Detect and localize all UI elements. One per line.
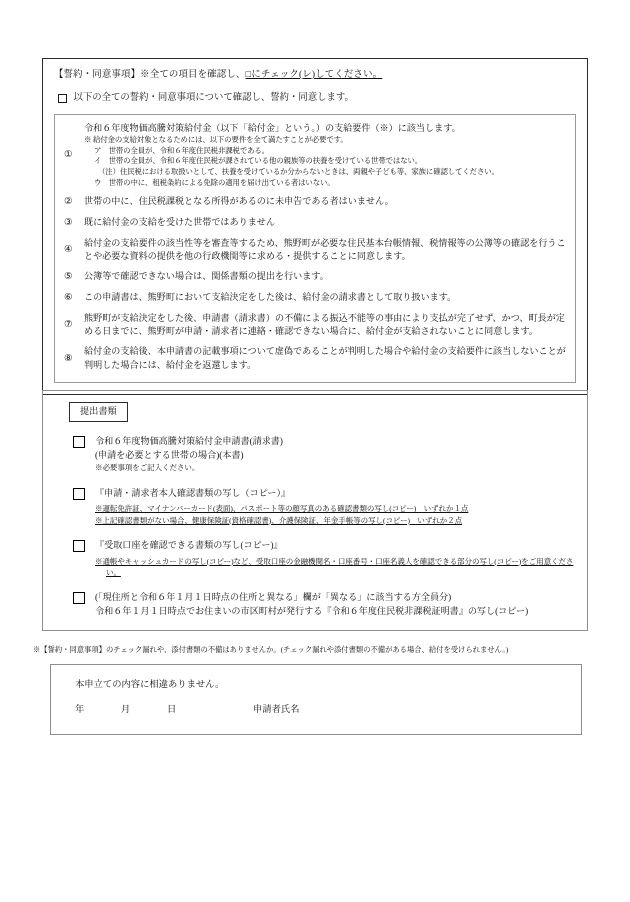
document-item-body: [95, 435, 575, 474]
pledge-term-text: 令和６年度物価高騰対策給付金（以下「給付金」という。）の支給要件（※）に該当します。: [84, 123, 461, 134]
checklist-footnote: ※【誓約・同意事項】のチェック漏れや、添付書類の不備はありませんか。(チェック漏れや添付書類の不備がある場合、給付を受けられません。): [33, 645, 509, 654]
pledge-terms-box: [54, 114, 576, 382]
pledge-term-row: [64, 291, 566, 305]
document-item-note-text: ※上記確認書類がない場合、健康保険証(資格確認書)、介護保険証、年金手帳等の写し(コピー) いずれか２点: [95, 515, 463, 525]
pledge-heading: [54, 68, 576, 82]
pledge-term-body: [84, 122, 566, 188]
document-item-note: [95, 515, 575, 526]
checkbox-icon-document-tax-exemption-certificate[interactable]: [73, 592, 85, 604]
pledge-consent-section: [42, 58, 588, 395]
pledge-acknowledge-row[interactable]: [54, 92, 576, 105]
pledge-acknowledge-label: 以下の全ての誓約・同意事項について確認し、誓約・同意します。: [73, 93, 354, 104]
pledge-term-text: 世帯の中に、住民税課税となる所得があるのに未申告である者はいません。: [84, 196, 394, 207]
document-item[interactable]: [55, 591, 575, 618]
pledge-term-row: [64, 270, 566, 284]
pledge-term-number: ⑧: [64, 352, 73, 364]
pledge-term-body: [84, 216, 566, 229]
pledge-term-row: [64, 122, 566, 188]
declaration-year-label: 年: [75, 704, 85, 715]
checkbox-icon-document-bank-account[interactable]: [73, 540, 85, 552]
document-item-title: 『申請・請求者本人確認書類の写し（コピー）』: [95, 487, 291, 498]
pledge-term-text: 給付金の支給後、本申請書の記載事項について虚偽であることが判明した場合や給付金の支給要件に該当しないことが判明した場合には、給付金を返還します。: [84, 346, 566, 370]
pledge-term-number: ①: [64, 149, 73, 161]
pledge-term-body: [84, 345, 566, 371]
checkbox-icon-document-application-form[interactable]: [73, 436, 85, 448]
declaration-signature-row: [51, 704, 581, 718]
documents-section-tag: 提出書類: [69, 402, 128, 422]
document-item-title: 令和６年度物価高騰対策給付金申請書(請求書): [95, 436, 283, 447]
pledge-term-row: [64, 216, 566, 230]
pledge-term-body: [84, 237, 566, 263]
document-item-note-text: ※通帳やキャッシュカードの写し(コピー)など、受取口座の金融機関名・口座番号・口座名義人を確認できる部分の写し(コピー)をご用意ください。: [95, 556, 574, 577]
pledge-term-row: [64, 195, 566, 209]
pledge-term-number: ③: [64, 216, 73, 228]
document-item-subtitle: 令和６年１月１日時点でお住まいの市区町村が発行する『令和６年度住民税非課税証明書』の写し(コピー): [95, 605, 529, 616]
pledge-term-subnote: ア 世帯の全員が、令和６年度住民税非課税である。: [94, 145, 269, 155]
pledge-term-row: [64, 237, 566, 263]
checkbox-icon-document-identity-verification[interactable]: [73, 488, 85, 500]
document-item-note-text: ※運転免許証、マイナンバーカード(表面)、パスポート等の顔写真のある確認書類の写し(コピー) いずれか１点: [95, 504, 469, 514]
pledge-term-row: [64, 312, 566, 338]
pledge-term-text: 熊野町が支給決定をした後、申請書（請求書）の不備による振込不能等の事由により支払が完了せず、かつ、町長が定める日までに、熊野町が申請・請求者に連絡・確認できない場合に、給付金が支給されないことに同意します。: [84, 312, 565, 337]
declaration-applicant-name-label: 申請者氏名: [253, 704, 300, 715]
pledge-term-body: [84, 195, 566, 208]
pledge-term-body: [84, 291, 566, 304]
document-item[interactable]: [55, 487, 575, 526]
pledge-heading-plain: 【誓約・同意事項】※全ての項目を確認し、: [54, 70, 246, 80]
document-item[interactable]: [55, 435, 575, 474]
pledge-term-number: ⑥: [64, 292, 73, 304]
document-item-note: [95, 503, 575, 514]
documents-to-submit-section: [42, 390, 588, 631]
declaration-month-label: 月: [121, 704, 131, 715]
document-item-body: [95, 591, 575, 618]
pledge-term-text: 給付金の支給要件の該当性等を審査等するため、熊野町が必要な住民基本台帳情報、税情報等の公簿等の確認を行うことや必要な資料の提供を他の行政機関等に求める・提供することに同意します。: [84, 237, 566, 261]
checkbox-icon-acknowledge-all[interactable]: [58, 94, 67, 103]
document-item-title: 『受取口座を確認できる書類の写し(コピー)』: [95, 539, 283, 550]
declaration-statement: 本申立ての内容に相違ありません。: [75, 680, 225, 690]
pledge-term-number: ④: [64, 244, 73, 256]
declaration-day-label: 日: [167, 704, 177, 715]
document-item[interactable]: [55, 539, 575, 578]
declaration-section: [50, 664, 582, 735]
document-item-note: ※必要事項をご記入ください。: [95, 463, 200, 473]
pledge-term-number: ②: [64, 196, 73, 208]
pledge-term-subnote: ※ 給付金の支給対象となるためには、以下の要件を全て満たすことが必要です。: [84, 135, 348, 145]
pledge-term-text: 既に給付金の支給を受けた世帯ではありません: [84, 216, 275, 227]
pledge-term-subnote: イ 世帯の全員が、令和６年度住民税が課されている他の親族等の扶養を受けている世帯ではない。: [94, 156, 423, 166]
pledge-term-subnote: ウ 世帯の中に、租税条約による免除の適用を届け出ている者はいない。: [94, 177, 335, 187]
pledge-term-number: ⑦: [64, 319, 73, 331]
document-item-title: (「現住所と令和６年１月１日時点の住所と異なる」欄が「異なる」に該当する方全員分): [95, 592, 452, 603]
pledge-term-body: [84, 270, 566, 283]
pledge-term-body: [84, 312, 566, 338]
declaration-date-fields[interactable]: [75, 704, 253, 718]
document-item-subtitle: (申請を必要とする世帯の場合)(本書): [95, 449, 244, 460]
pledge-term-number: ⑤: [64, 271, 73, 283]
pledge-term-subnote: （注）住民税における取扱いとして、扶養を受けているか分からないときは、両親や子ども等、家族に確認してください。: [98, 166, 499, 176]
document-item-note: [95, 556, 575, 579]
pledge-term-row: [64, 345, 566, 371]
document-item-body: [95, 539, 575, 578]
pledge-term-text: この申請書は、熊野町において支給決定をした後は、給付金の請求書として取り扱います。: [84, 292, 457, 303]
pledge-heading-underlined: □にチェック(レ)してください。: [245, 70, 383, 80]
document-item-body: [95, 487, 575, 526]
pledge-term-text: 公簿等で確認できない場合は、関係書類の提出を行います。: [84, 271, 329, 282]
